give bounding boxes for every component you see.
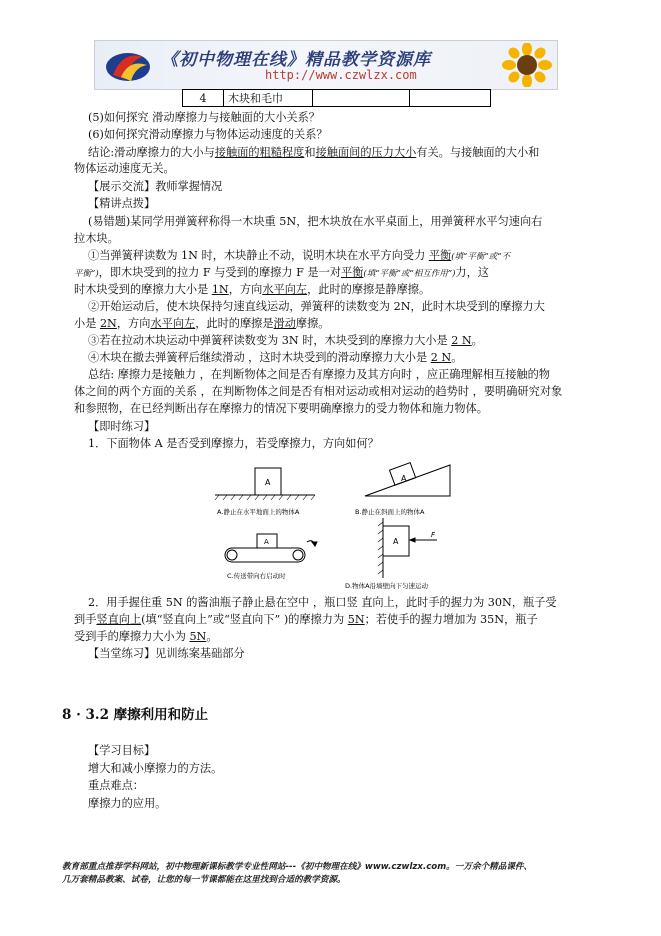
answer-blank: 水平向左 [262,283,308,296]
block-label: A [265,478,271,487]
hint-text: (填“平衡”或“相互作用”) [363,269,456,279]
text: ，方向 [116,317,151,330]
case4-line [88,351,462,365]
conclusion-line1 [88,146,539,160]
goal-item: 增大和减小摩擦力的方法。 [88,762,223,775]
experiment-table [182,89,491,107]
dangtang-heading: 【当堂练习】见训练案基础部分 [88,647,245,660]
show-exchange-heading: 【展示交流】教师掌握情况 [88,180,223,193]
hint-text: (填“平衡”或“不 [451,252,511,262]
hint-text: 平衡”) [74,269,99,279]
banner-url[interactable]: http://www.czwlzx.com [265,68,417,82]
summary-line1: 总结: 摩擦力是接触力 ，在判断物体之间是否有摩擦力及其方向时 ，应正确理解相互接触的物 [88,368,550,381]
answer-blank: 接触面的粗糙程度 [214,146,305,159]
text: 。 [471,334,483,347]
table-cell-empty [313,90,410,107]
text: 时木块受到的摩擦力大小是 [74,283,212,296]
sunflower-icon [501,43,553,87]
text: ，方向 [228,283,263,296]
key-item: 摩擦力的应用。 [88,797,167,810]
table-row [183,90,491,107]
answer-blank: 竖直向上 [96,613,142,626]
text: 小是 [74,317,100,330]
text: 。 [206,630,218,643]
example-line1: (易错题)某同学用弹簧秤称得一木块重 5N，把木块放在水平桌面上，用弹簧秤水平匀速向右 [88,215,543,228]
case3-line [88,334,483,348]
text: ，此时的摩擦是静摩擦。 [307,283,431,296]
pulley-left [227,550,237,560]
text: 有关。与接触面的大小和 [416,146,540,159]
pulley-right [293,550,303,560]
block-label: A [393,537,399,546]
block-label: A [264,538,269,546]
text: ③若在拉动木块运动中弹簧秤读数变为 3N 时，木块受到的摩擦力大小是 [88,334,452,347]
summary-line2: 体之间的两个方面的关系 ，在判断物体之间是否有相对运动或相对运动的趋势时 ，要明确研究对象 [74,385,563,398]
wall-hatch [378,522,383,574]
question-5: (5)如何探究 滑动摩擦力与接触面的大小关系？ [88,111,320,124]
answer-blank: 平衡 [428,249,452,262]
banner-title: 《初中物理在线》精品教学资源库 [161,50,431,70]
table-cell-num: 4 [183,90,224,107]
text: ，此时的摩擦是 [195,317,274,330]
text: ④木块在撤去弹簧秤后继续滑动 ，这时木块受到的滑动摩擦力大小是 [88,351,431,364]
text: ；若使手的握力增加为 35N，瓶子 [364,613,538,626]
answer-blank: 1N [211,283,229,296]
text: 摩擦。 [295,317,330,330]
text: 与受到的摩擦力 F 是一对 [210,266,341,279]
text: 受到手的摩擦力大小为 [74,630,190,643]
summary-line3: 和参照物，在已经判断出存在摩擦力的情况下要明确摩擦力的受力物体和施力物体。 [74,402,488,415]
case1-line2 [74,266,489,281]
answer-blank: 5N [189,630,207,643]
question-6: (6)如何探究滑动摩擦力与物体运动速度的关系？ [88,128,328,141]
section-title: 8 · 3.2 摩擦利用和防止 [62,707,209,723]
text: 。 [451,351,463,364]
conclusion-line2: 物体运动速度无关。 [74,162,175,175]
answer-blank: 2 N [430,351,452,364]
exercise-question-1: 1．下面物体 A 是否受到摩擦力，若受摩擦力，方向如何？ [88,437,379,450]
key-heading: 重点难点： [88,779,144,792]
goal-heading: 【学习目标】 [88,744,156,757]
text: 力，这 [455,266,489,279]
answer-blank: 平衡 [341,266,364,279]
ground-hatch [215,495,315,500]
header-banner [94,40,558,90]
jingjiang-heading: 【精讲点拨】 [88,197,156,210]
text: (填“竖直向上”或“竖直向下” )的摩擦力为 [141,613,348,626]
footer-line: 几万套精品教案、试卷，让您的每一节课都能在这里找到合适的教学资源。 [62,875,346,885]
case1-line1 [88,249,510,264]
friction-figure [205,460,460,590]
answer-blank: 2 N [451,334,472,347]
block-label: A [401,474,407,483]
case2-line1: ②开始运动后，使木块保持匀速直线运动，弹簧秤的读数变为 2N，此时木块受到的摩擦力大 [88,300,545,313]
text: ，即木块受到的拉力 F [98,266,211,279]
answer-blank: 接触面间的压力大小 [315,146,417,159]
answer-blank: 滑动 [273,317,296,330]
caption-c: C.传送带向右启动时 [227,572,286,580]
answer-blank: 2N [99,317,117,330]
case1-line3 [74,283,430,297]
answer-blank: 水平向左 [150,317,196,330]
text: 和 [304,146,316,159]
text: 结论:滑动摩擦力的大小与 [88,146,215,159]
exercise-q2-line1: 2．用手握住重 5N 的酱油瓶子静止悬在空中 ，瓶口竖 直向上，此时手的握力为 30N，瓶子受 [88,596,557,609]
caption-d: D.物体A沿墙壁向下匀速运动 [345,582,429,590]
text: 到手 [74,613,97,626]
example-line2: 拉木块。 [74,232,119,245]
exercise-q2-line2 [74,613,538,627]
table-cell-empty [410,90,491,107]
force-label: F [431,531,436,539]
jishi-heading: 【即时练习】 [88,420,156,433]
exercise-q2-line3 [74,630,218,644]
caption-b: B.静止在斜面上的物体A [355,508,425,516]
page-footer [62,861,602,887]
footer-line: 教育部重点推荐学科网站，初中物理新课标教学专业性网站---《初中物理在线》www.czwlzx.com。一万余个精品课件、 [62,862,533,872]
site-logo-icon [103,45,153,85]
case2-line2 [74,317,330,331]
answer-blank: 5N [347,613,365,626]
table-cell-item: 木块和毛巾 [224,90,313,107]
text: ①当弹簧秤读数为 1N 时，木块静止不动，说明木块在水平方向受力 [88,249,429,262]
caption-a: A.静止在水平地面上的物体A [217,508,300,516]
